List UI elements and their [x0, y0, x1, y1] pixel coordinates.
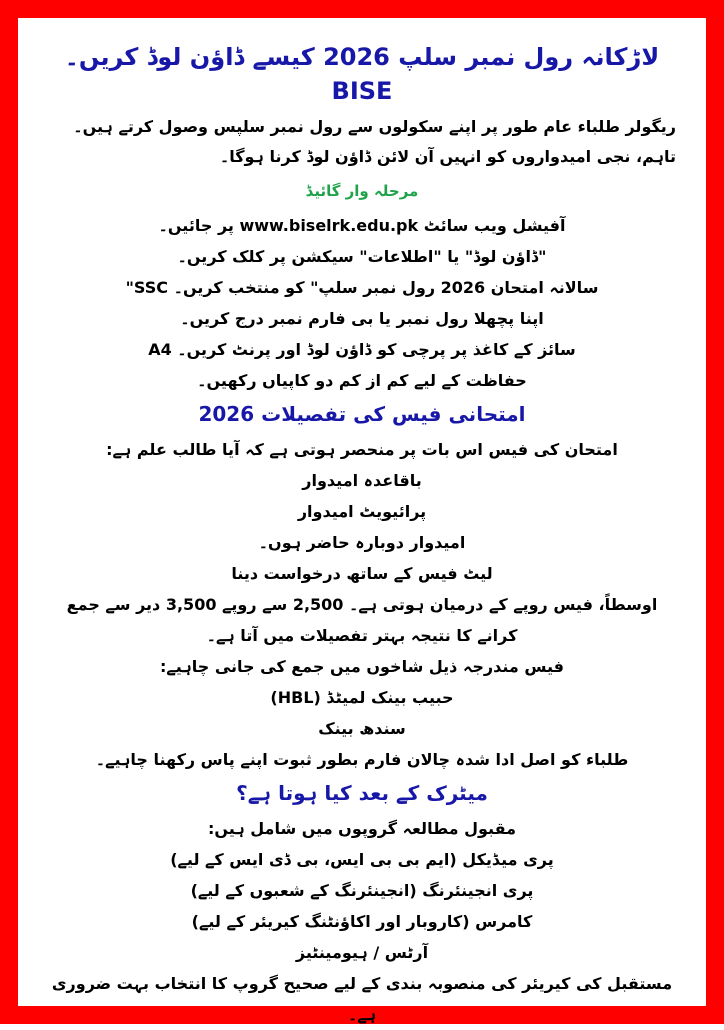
study-group: پری انجینئرنگ (انجینئرنگ کے شعبوں کے لیے): [190, 881, 534, 900]
after-matric-heading: میٹرک کے بعد کیا ہوتا ہے؟: [236, 781, 488, 805]
banks-lead: فیس مندرجہ ذیل شاخوں میں جمع کی جانی چاہیے:: [160, 657, 564, 676]
fee-category: لیٹ فیس کے ساتھ درخواست دینا: [231, 564, 493, 583]
study-group: پری میڈیکل (ایم بی بی ایس، بی ڈی ایس کے لیے): [170, 850, 554, 869]
guide-step: اپنا پچھلا رول نمبر یا بی فارم نمبر درج کریں۔: [180, 309, 544, 328]
guide-step: آفیشل ویب سائٹ www.biselrk.edu.pk پر جائیں۔: [158, 216, 566, 235]
closing-note: مستقبل کی کیریئر کی منصوبہ بندی کے لیے صحیح گروپ کا انتخاب بہت ضروری ہے۔: [51, 974, 673, 1024]
guide-step: حفاظت کے لیے کم از کم دو کاپیاں رکھیں۔: [197, 371, 527, 390]
bank-item: حبیب بینک لمیٹڈ (HBL): [270, 688, 454, 707]
fee-category: باقاعدہ امیدوار: [302, 471, 422, 490]
intro-paragraph: ریگولر طلباء عام طور پر اپنے سکولوں سے رول نمبر سلپس وصول کرتے ہیں۔ تاہم، نجی امیدواروں کو انہیں آن لائن ڈاؤن لوڈ کرنا ہوگا۔: [73, 117, 676, 166]
fee-category: پرائیویٹ امیدوار: [297, 502, 427, 521]
fees-heading: امتحانی فیس کی تفصیلات 2026: [198, 402, 526, 426]
page-title: لاڑکانہ رول نمبر سلپ 2026 کیسے ڈاؤن لوڈ کریں۔ BISE: [64, 43, 660, 105]
article: [48, 40, 676, 1030]
guide-step: A4 سائز کے کاغذ پر پرچی کو ڈاؤن لوڈ اور پرنٹ کریں۔: [148, 340, 576, 359]
fee-category: امیدوار دوبارہ حاضر ہوں۔: [258, 533, 466, 552]
guide-heading: مرحلہ وار گائیڈ: [305, 182, 419, 200]
groups-lead: مقبول مطالعہ گروپوں میں شامل ہیں:: [208, 819, 516, 838]
study-group: آرٹس / ہیومینٹیز: [295, 943, 429, 962]
guide-step: "SSC سالانہ امتحان 2026 رول نمبر سلپ" کو منتخب کریں۔: [125, 278, 599, 297]
fees-lead: امتحان کی فیس اس بات پر منحصر ہوتی ہے کہ آیا طالب علم ہے:: [106, 440, 618, 459]
fees-note: طلباء کو اصل ادا شدہ چالان فارم بطور ثبوت اپنے پاس رکھنا چاہیے۔: [95, 750, 629, 769]
bank-item: سندھ بینک: [318, 719, 406, 738]
study-group: کامرس (کاروبار اور اکاؤنٹنگ کیریئر کے لیے): [191, 912, 533, 931]
fees-range: اوسطاً، فیس روپے کے درمیان ہوتی ہے۔ 2,500 سے روپے 3,500 دیر سے جمع کرانے کا نتیجہ بہتر تفصیلات میں آتا ہے۔: [66, 595, 658, 645]
guide-step: "ڈاؤن لوڈ" یا "اطلاعات" سیکشن پر کلک کریں۔: [177, 247, 547, 266]
